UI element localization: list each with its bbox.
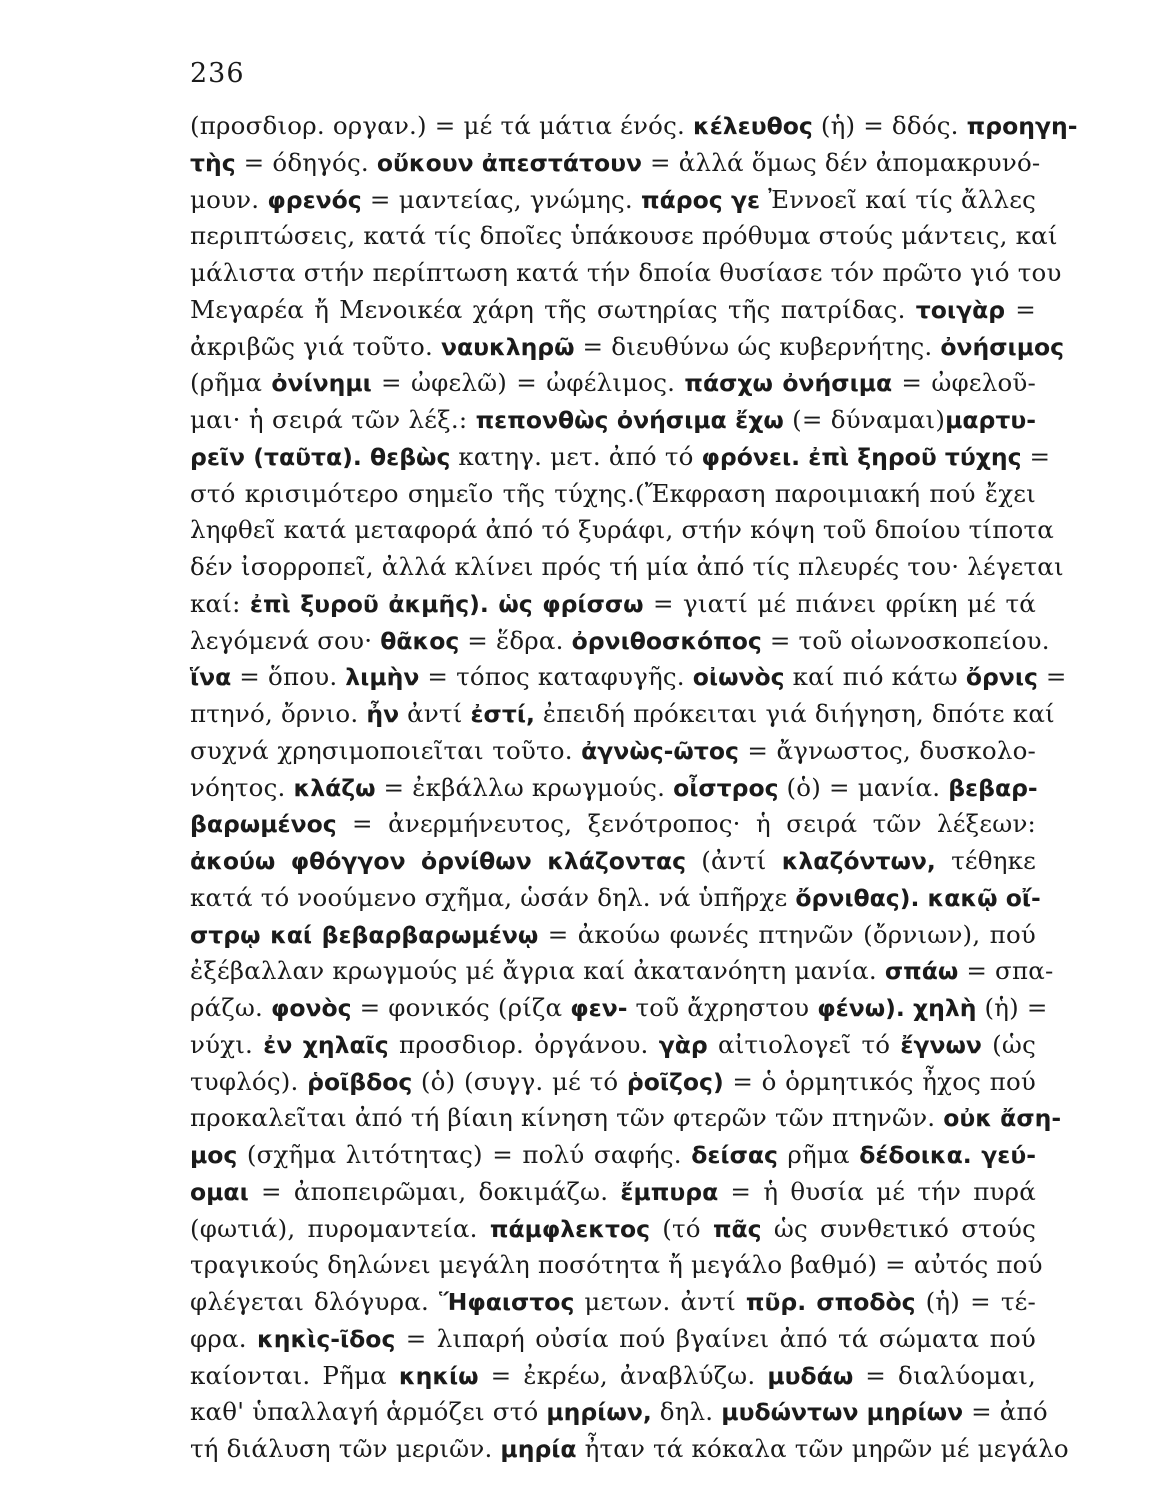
headword: ῥοῖβδος <box>307 1067 413 1096</box>
gloss-text: = ἀνερμήνευτος, ξενότροπος· ἡ σειρά τῶν λέξεων: <box>336 809 1036 839</box>
gloss-text: ἦταν τά κόκαλα τῶν μηρῶν μέ μεγάλο <box>576 1434 1069 1463</box>
text-line <box>190 365 1036 402</box>
text-line <box>190 1211 1036 1248</box>
gloss-text: τραγικούς δηλώνει μεγάλη ποσότητα ἤ μεγάλο βαθμό) = αὐτός πού <box>190 1250 1043 1280</box>
gloss-text: = διευθύνω ώς κυβερνήτης. <box>574 331 941 361</box>
text-line <box>190 329 1065 366</box>
gloss-text: λεγόμενά σου· <box>190 625 381 655</box>
text-line <box>190 476 1036 513</box>
gloss-text: περιπτώσεις, κατά τίς δποῖες ὑπάκουσε πρόθυμα στούς μάντεις, καί <box>190 221 1058 251</box>
gloss-text: = ἀκούω φωνές πτηνῶν (ὄρνιων), πού <box>538 919 1037 949</box>
gloss-text: = <box>1021 441 1051 471</box>
gloss-text: = διαλύομαι, <box>853 1360 1036 1390</box>
gloss-text: αἰτιολογεῖ τό <box>707 1029 901 1059</box>
headword: μηρία <box>500 1435 577 1463</box>
text-line <box>190 1247 1043 1284</box>
headword: θᾶκος <box>380 626 460 655</box>
gloss-text: Μεγαρέα ἤ Μενοικέα χάρη τῆς σωτηρίας τῆς πατρίδας. <box>190 294 916 324</box>
text-line <box>190 108 1078 145</box>
gloss-text: τυφλός). <box>190 1066 308 1096</box>
gloss-text: φρα. <box>190 1323 258 1353</box>
headword: φρόνει. ἐπὶ ξηροῦ τύχης <box>701 442 1022 471</box>
headword: Ἥφαιστος <box>438 1288 575 1316</box>
headword: στρῳ καί βεβαρβαρωμένῳ <box>190 920 539 949</box>
gloss-text: τή διάλυση τῶν μεριῶν. <box>190 1434 501 1463</box>
gloss-text: καθ' ὑπαλλαγή ἁρμόζει στό <box>190 1397 547 1427</box>
gloss-text: = ἐκβάλλω κρωγμούς. <box>375 772 674 802</box>
gloss-text: καί: <box>190 588 250 618</box>
gloss-text: = όδηγός. <box>235 147 377 177</box>
headword: οὔκουν ἀπεστάτουν <box>376 148 643 177</box>
text-line <box>190 990 1048 1027</box>
gloss-text: = τόπος καταφυγῆς. <box>419 662 693 692</box>
gloss-text: = λιπαρή οὐσία πού βγαίνει ἀπό τά σώματα πού <box>395 1323 1036 1353</box>
gloss-text: τέθηκε <box>935 846 1036 875</box>
headword: βεβαρ- <box>948 773 1038 802</box>
text-line <box>190 770 1036 807</box>
headword: οὐκ ἄση- <box>943 1104 1062 1133</box>
headword: ἵνα <box>190 663 232 692</box>
text-line <box>190 623 1050 660</box>
text-line <box>190 1394 1048 1431</box>
gloss-text: = μαντείας, γνώμης. <box>361 184 642 214</box>
gloss-text: μουν. <box>190 184 268 214</box>
headword: κηκίω <box>398 1361 479 1390</box>
gloss-text: ὡς συνθετικό στούς <box>761 1213 1036 1243</box>
headword: δέδοικα. γεύ- <box>859 1141 1036 1169</box>
gloss-text: καίονται. Ρῆμα <box>190 1360 399 1390</box>
headword: σπάω <box>884 957 959 986</box>
text-line <box>190 696 1055 733</box>
headword: πεπονθὼς ὀνήσιμα ἔχω <box>475 406 784 434</box>
headword: ἀκούω φθόγγον ὀρνίθων κλάζοντας <box>190 847 687 875</box>
gloss-text: μετων. ἀντί <box>574 1287 746 1316</box>
gloss-text: τοῦ ἄχρηστου <box>627 993 818 1022</box>
headword: κηκὶς-ῖδος <box>257 1324 396 1353</box>
headword: κλαζόντων, <box>781 847 936 875</box>
headword: πάρος γε <box>641 185 761 214</box>
gloss-text: (φωτιά), πυρομαντεία. <box>190 1213 490 1243</box>
headword: ἐν χηλαῖς <box>263 1030 389 1059</box>
gloss-text: = ὅπου. <box>231 662 346 692</box>
headword: κέλευθος <box>693 112 813 140</box>
gloss-text: κατά τό νοούμενο σχῆμα, ὡσάν δηλ. νά ὑπῆρχε <box>190 882 796 912</box>
text-line <box>190 512 1054 549</box>
headword: τοιγὰρ <box>915 295 1006 324</box>
headword: ῥοῖζος) <box>626 1067 724 1096</box>
gloss-text: = ὠφελοῦ- <box>892 368 1036 398</box>
gloss-text: νόητος. <box>190 772 294 802</box>
text-line <box>190 218 1058 255</box>
headword: φεν- <box>570 994 628 1022</box>
gloss-text: = φονικός (ρίζα <box>351 993 571 1022</box>
headword: ὄρνις <box>965 663 1038 692</box>
headword: ἐπὶ ξυροῦ ἀκμῆς). ὡς φρίσσω <box>249 589 644 618</box>
text-line <box>190 806 1036 843</box>
gloss-text: μάλιστα στήν περίπτωση κατά τήν δποία θυσίασε τόν πρῶτο γιό του <box>190 258 1062 287</box>
text-line <box>190 1100 1062 1137</box>
gloss-text: προκαλεῖται ἀπό τή βίαιη κίνηση τῶν φτερῶν τῶν πτηνῶν. <box>190 1103 944 1133</box>
text-line <box>190 549 1064 586</box>
text-line <box>190 402 1036 439</box>
gloss-text: μαι· ἡ σειρά τῶν λέξ.: <box>190 405 476 434</box>
headword: λιμὴν <box>345 663 420 692</box>
gloss-text: προσδιορ. ὀργάνου. <box>388 1029 659 1059</box>
commentary-text <box>190 108 1078 1468</box>
gloss-text: συχνά χρησιμοποιεῖται τοῦτο. <box>190 735 582 765</box>
headword: ρεῖν (ταῦτα). θεβὼς <box>190 442 451 471</box>
headword: πῦρ. σποδὸς <box>745 1288 916 1316</box>
headword: μυδάω <box>767 1361 854 1390</box>
headword: ἔγνων <box>900 1030 982 1059</box>
headword: φένω). χηλὴ <box>817 994 977 1022</box>
text-line <box>190 953 1054 990</box>
headword: ὄρνιθας). κακῷ οἴ- <box>795 883 1041 912</box>
headword: δείσας <box>691 1141 778 1169</box>
gloss-text: = γιατί μέ πιάνει φρίκη μέ τά <box>643 588 1036 618</box>
gloss-text: πτηνό, ὄρνιο. <box>190 699 367 728</box>
gloss-text: (ρῆμα <box>190 368 272 398</box>
text-line <box>190 292 1036 329</box>
gloss-text: δέν ἰσορροπεῖ, ἀλλά κλίνει πρός τή μία ἀπό τίς πλευρές του· λέγεται <box>190 552 1064 581</box>
gloss-text: = σπα- <box>958 956 1054 986</box>
text-line <box>190 1284 1036 1321</box>
text-line <box>190 1027 1036 1064</box>
gloss-text: (τό <box>650 1213 713 1243</box>
headword: πάσχω ὀνήσιμα <box>684 369 893 398</box>
gloss-text: (προσδιορ. οργαν.) = μέ τά μάτια ένός. <box>190 111 693 140</box>
gloss-text: ἐξέβαλλαν κρωγμούς μέ ἄγρια καί ἀκατανόητη μανία. <box>190 956 885 986</box>
headword: ἦν <box>366 700 400 728</box>
headword: ὀνίνημι <box>271 369 372 398</box>
headword: γὰρ <box>658 1030 708 1059</box>
text-line <box>190 1358 1036 1395</box>
headword: τὴς <box>190 148 236 177</box>
text-line <box>190 1064 1036 1101</box>
gloss-text: στό κρισιμότερο σημεῖο τῆς τύχης.(Ἔκφραση παροιμιακή πού ἔχει <box>190 478 1036 508</box>
gloss-text: = ἀποπειρῶμαι, δοκιμάζω. <box>248 1176 621 1206</box>
gloss-text: κατηγ. μετ. ἀπό τό <box>450 441 702 471</box>
gloss-text: = ἄγνωστος, δυσκολο- <box>738 735 1036 765</box>
text-line <box>190 659 1067 696</box>
gloss-text: = ἐκρέω, ἀναβλύζω. <box>478 1360 768 1390</box>
headword: οἶστρος <box>673 773 779 802</box>
headword: μηρίων, <box>546 1398 652 1427</box>
text-line <box>190 917 1036 954</box>
gloss-text: = ὠφελῶ) = ὠφέλιμος. <box>371 368 685 398</box>
gloss-text: φλέγεται δλόγυρα. <box>190 1287 439 1316</box>
gloss-text: (ἡ) = <box>976 993 1048 1022</box>
headword: πᾶς <box>712 1214 762 1243</box>
gloss-text: καί πιό κάτω <box>784 662 966 692</box>
page-number: 236 <box>190 58 245 89</box>
headword: ἐστί, <box>470 700 535 728</box>
gloss-text: ληφθεῖ κατά μεταφορά ἀπό τό ξυράφι, στήν κόψη τοῦ δποίου τίποτα <box>190 515 1054 545</box>
text-line <box>190 880 1041 917</box>
headword: μαρτυ- <box>945 406 1037 434</box>
gloss-text: = ἕδρα. <box>459 625 572 655</box>
headword: ομαι <box>190 1177 249 1206</box>
headword: πάμφλεκτος <box>489 1214 651 1243</box>
gloss-text: νύχι. <box>190 1029 264 1059</box>
text-line <box>190 586 1036 623</box>
headword: ἀγνὼς-ῶτος <box>581 736 739 765</box>
gloss-text: (ὁ) (συγγ. μέ τό <box>412 1066 627 1096</box>
gloss-text: = ἡ θυσία μέ τήν πυρά <box>718 1176 1036 1206</box>
gloss-text: ἐπειδή πρόκειται γιά διήγηση, δπότε καί <box>534 699 1055 728</box>
headword: βαρωμένος <box>190 810 337 839</box>
text-line <box>190 255 1062 292</box>
gloss-text: (σχῆμα λιτότητας) = πολύ σαφής. <box>237 1140 692 1169</box>
headword: οἰωνὸς <box>692 663 785 692</box>
text-line <box>190 843 1036 880</box>
text-line <box>190 1431 1069 1468</box>
headword: μος <box>190 1141 238 1169</box>
gloss-text: = <box>1037 662 1067 692</box>
gloss-text: = ἀπό <box>963 1397 1048 1427</box>
gloss-text: Ἐννοεῖ καί τίς ἄλλες <box>760 184 1037 214</box>
text-line <box>190 1137 1036 1174</box>
headword: ἔμπυρα <box>620 1177 719 1206</box>
headword: ὀρνιθοσκόπος <box>571 626 762 655</box>
headword: μυδώντων μηρίων <box>721 1398 964 1427</box>
gloss-text: = ὁ ὁρμητικός ἦχος πού <box>723 1066 1036 1096</box>
text-line <box>190 733 1036 770</box>
text-line <box>190 1321 1036 1358</box>
gloss-text: ἀντί <box>399 699 471 728</box>
headword: ναυκληρῶ <box>440 332 575 361</box>
gloss-text: (ἡ) = τέ- <box>915 1287 1036 1316</box>
headword: κλάζω <box>293 773 376 802</box>
gloss-text: (ἀντί <box>686 846 782 875</box>
gloss-text: = ἀλλά ὅμως δέν ἀπομακρυνό- <box>642 147 1041 177</box>
gloss-text: ρῆμα <box>777 1140 860 1169</box>
text-line <box>190 182 1036 219</box>
gloss-text: (ὁ) = μανία. <box>778 772 949 802</box>
headword: φρενός <box>267 185 362 214</box>
headword: προηγη- <box>966 112 1078 140</box>
gloss-text: (ὡς <box>981 1029 1037 1059</box>
gloss-text: (= δύναμαι) <box>783 405 946 434</box>
gloss-text: ἀκριβῶς γιά τοῦτο. <box>190 331 441 361</box>
headword: φονὸς <box>270 994 352 1022</box>
text-line <box>190 1174 1036 1211</box>
gloss-text: δηλ. <box>651 1397 722 1427</box>
gloss-text: = <box>1005 294 1036 324</box>
text-line <box>190 145 1041 182</box>
gloss-text: = τοῦ οἰωνοσκοπείου. <box>761 625 1050 655</box>
text-line <box>190 439 1051 476</box>
gloss-text: (ἡ) = δδός. <box>812 111 967 140</box>
headword: ὀνήσιμος <box>940 332 1065 361</box>
gloss-text: ράζω. <box>190 993 271 1022</box>
